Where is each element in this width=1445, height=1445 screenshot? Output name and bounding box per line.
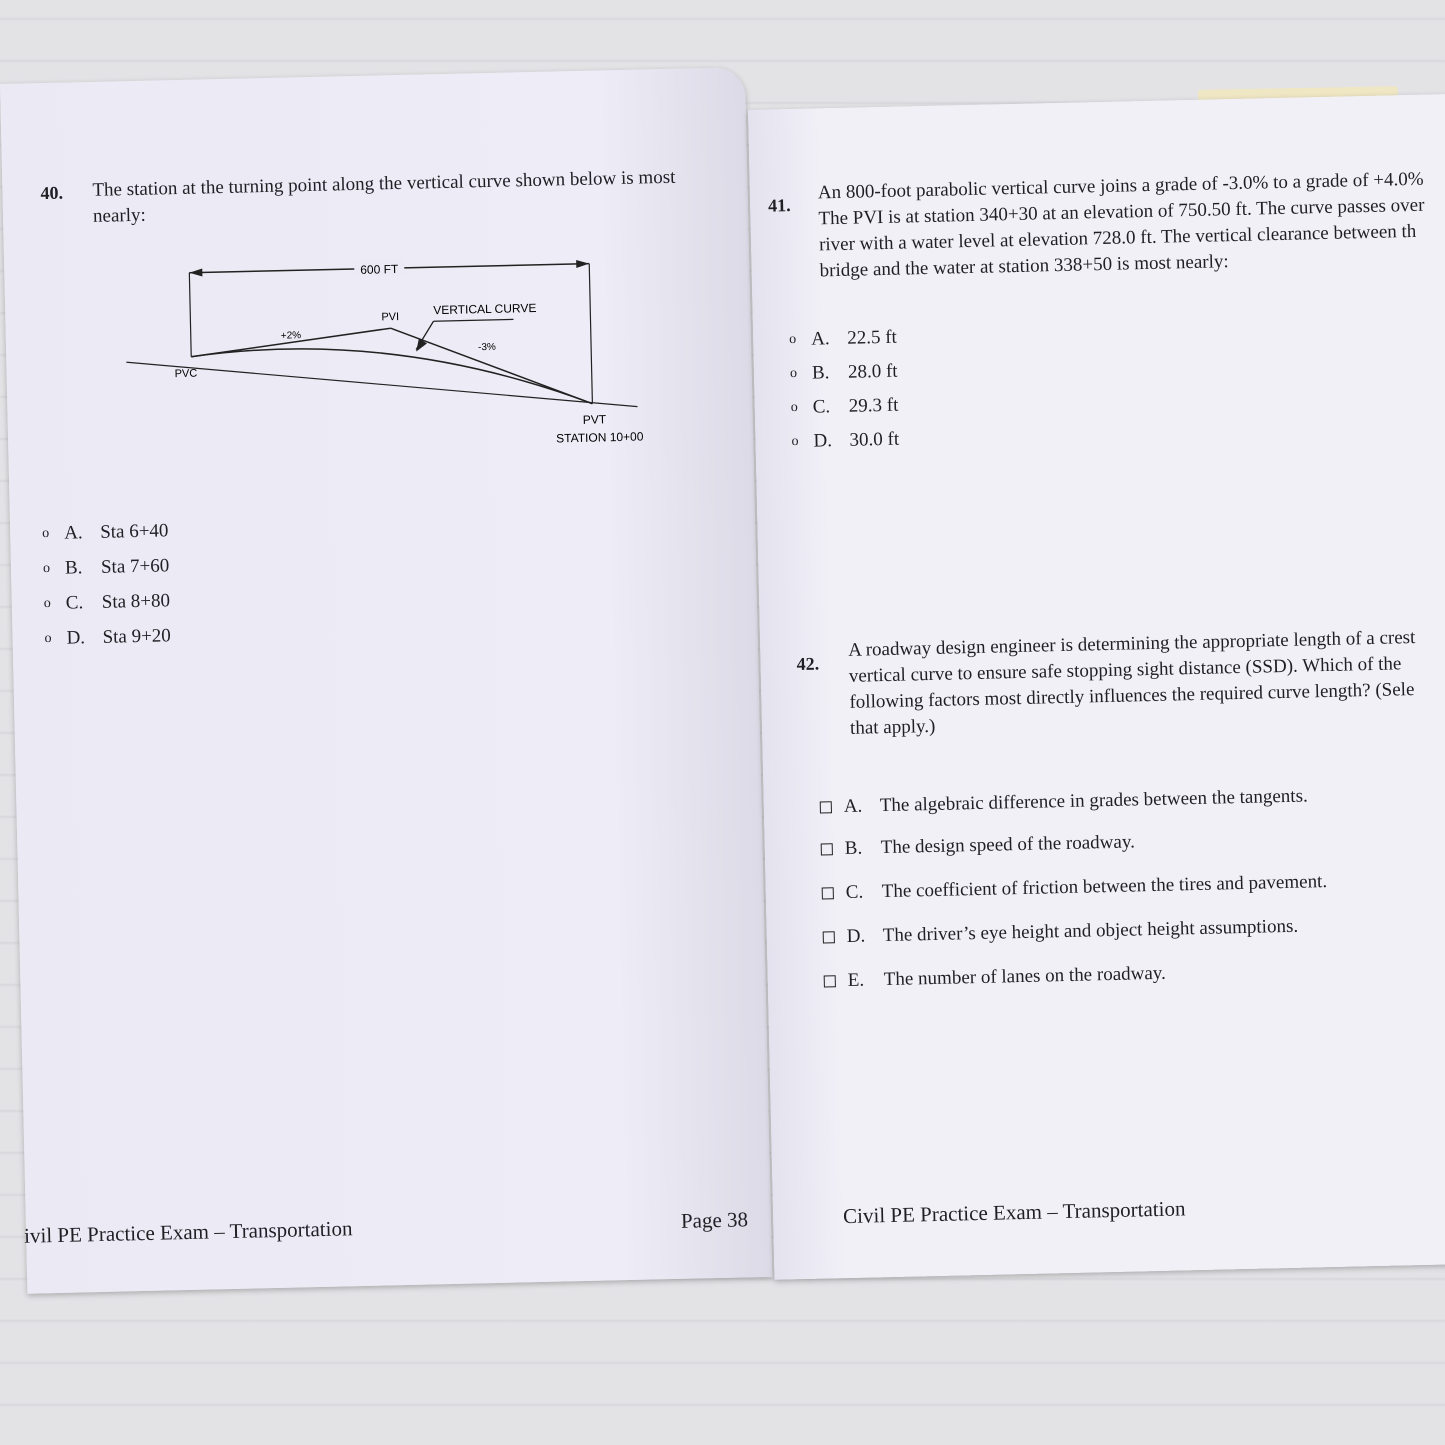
question-41-text: An 800-foot parabolic vertical curve joins a grade of -3.0% to a grade of +4.0% The PVI is at station 340+30 at an elevation of 750.50 ft. The curve passes over river with a water level at elevation 728.0 ft. The vertical clearance between th bridge and the water at station 338+50 is most nearly: xyxy=(817,168,1425,282)
q41-option-c[interactable]: o C. 29.3 ft xyxy=(790,394,899,418)
question-40-number: 40. xyxy=(40,182,64,204)
checkbox-icon[interactable] xyxy=(823,931,835,943)
extension-line-right xyxy=(589,264,592,404)
q40-option-c[interactable]: o C. Sta 8+80 xyxy=(43,590,171,614)
dimension-arrow-left xyxy=(189,268,202,276)
q40-option-a[interactable]: o A. Sta 6+40 xyxy=(42,520,169,544)
pvt-label: PVT xyxy=(582,412,607,427)
q42-option-b[interactable]: B. The design speed of the roadway. xyxy=(821,831,1136,860)
q41-option-a[interactable]: o A. 22.5 ft xyxy=(789,326,898,350)
question-41-number: 41. xyxy=(767,195,791,216)
pvi-label: PVI xyxy=(381,311,400,324)
curve-pointer-arrow xyxy=(416,338,427,351)
right-footer-title: Civil PE Practice Exam – Transportation xyxy=(842,1196,1186,1229)
right-page xyxy=(748,94,1445,1280)
q41-option-b[interactable]: o B. 28.0 ft xyxy=(789,360,898,384)
q42-option-d[interactable]: D. The driver’s eye height and object height assumptions. xyxy=(823,916,1299,949)
radio-icon[interactable]: o xyxy=(43,595,51,612)
station-label: STATION 10+00 xyxy=(556,429,644,446)
left-footer-title: ivil PE Practice Exam – Transportation xyxy=(23,1216,353,1248)
question-42-text: A roadway design engineer is determining the appropriate length of a crest vertical curve to ensure safe stopping sight distance (SSD). Which of the following factors most directly influences the required curve length? (Sele that apply.) xyxy=(848,626,1416,739)
radio-icon[interactable]: o xyxy=(791,433,799,450)
curve-label-leader xyxy=(433,319,513,321)
checkbox-icon[interactable] xyxy=(821,843,833,855)
radio-icon[interactable]: o xyxy=(789,365,798,382)
dimension-arrow-right xyxy=(576,260,589,268)
page-number: Page 38 xyxy=(680,1207,749,1233)
checkbox-icon[interactable] xyxy=(822,887,834,899)
radio-icon[interactable]: o xyxy=(789,331,797,348)
grade-out-label: -3% xyxy=(477,341,497,354)
q40-option-d[interactable]: o D. Sta 9+20 xyxy=(44,625,172,649)
pvc-label: PVC xyxy=(174,367,198,381)
tangent-out xyxy=(391,324,593,409)
checkbox-icon[interactable] xyxy=(824,975,836,987)
q42-option-e[interactable]: E. The number of lanes on the roadway. xyxy=(824,963,1167,993)
baseline xyxy=(126,351,637,419)
span-label: 600 FT xyxy=(360,262,399,277)
checkbox-icon[interactable] xyxy=(820,801,832,813)
q40-option-b[interactable]: o B. Sta 7+60 xyxy=(42,555,170,579)
extension-line-left xyxy=(189,273,191,357)
radio-icon[interactable]: o xyxy=(42,526,50,542)
left-page xyxy=(0,67,772,1294)
vertical-curve xyxy=(191,342,592,413)
radio-icon[interactable]: o xyxy=(42,560,51,577)
q42-option-a[interactable]: A. The algebraic difference in grades between the tangents. xyxy=(820,785,1308,818)
question-40-text-line2: nearly: xyxy=(92,204,147,227)
radio-icon[interactable]: o xyxy=(790,399,798,416)
grade-in-label: +2% xyxy=(280,330,302,342)
q42-option-c[interactable]: C. The coefficient of friction between the tires and pavement. xyxy=(822,871,1328,904)
vertical-curve-label: VERTICAL CURVE xyxy=(433,300,537,318)
vertical-curve-diagram xyxy=(114,234,659,476)
radio-icon[interactable]: o xyxy=(44,630,52,647)
q41-option-d[interactable]: o D. 30.0 ft xyxy=(791,428,900,452)
question-40-text-line1: The station at the turning point along the vertical curve shown below is most xyxy=(92,166,676,201)
question-42-number: 42. xyxy=(796,653,820,675)
